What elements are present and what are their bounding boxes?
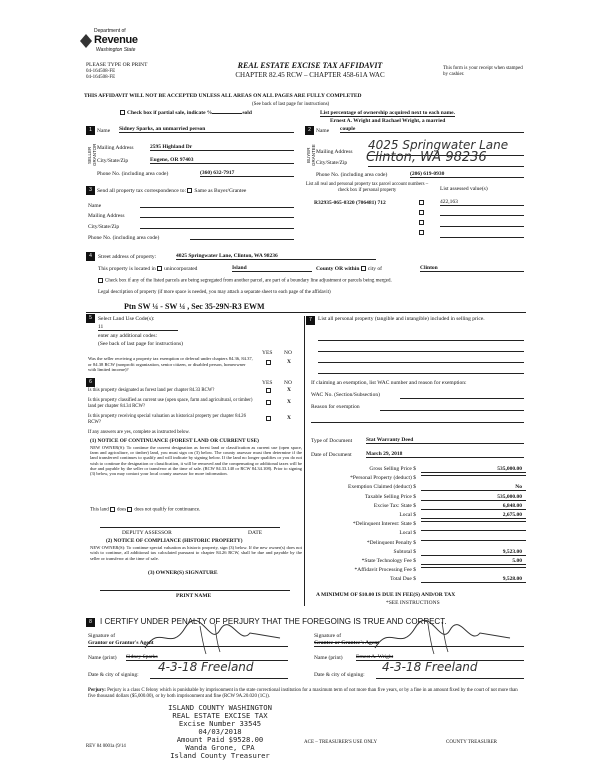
doc-date[interactable]: March 29, 2018	[366, 451, 524, 458]
personal-property-label: List all personal property (tangible and intangible) included in selling price.	[318, 316, 485, 322]
tax-row	[311, 512, 526, 520]
tax-row	[311, 466, 526, 474]
tax-row-label: Excise Tax: State $	[373, 502, 416, 509]
parcel-checkbox-1[interactable]	[419, 200, 424, 205]
owner-signature-label: (3) OWNER(S) SIGNATURE	[148, 570, 218, 576]
section3-phone[interactable]	[190, 234, 294, 240]
section-5-number: 5	[86, 314, 95, 323]
tax-row	[311, 558, 526, 566]
legal-line	[86, 312, 526, 313]
county-treasurer-label: COUNTY TREASURER	[446, 740, 497, 745]
tax-row-label: *Personal Property (deduct) $	[350, 475, 416, 482]
reason-input[interactable]	[380, 410, 524, 411]
partial-sale[interactable]: Check box if partial sale, indicate % sold	[120, 110, 252, 116]
tax-row-value[interactable]	[421, 567, 526, 568]
tax-row-label: Local $	[399, 512, 416, 518]
tax-row-label: Subtotal $	[393, 548, 416, 555]
county-name[interactable]: Island	[232, 265, 312, 272]
print-name-label: PRINT NAME	[176, 593, 212, 599]
seller-mailing-label: Mailing Address	[97, 145, 134, 151]
tax-row-value[interactable]: 535,000.00	[421, 494, 526, 501]
doc-type[interactable]: Stat Warranty Deed	[366, 437, 524, 444]
doc-date-label: Date of Document	[311, 452, 352, 458]
grantee-name-label: Name (print)	[314, 655, 343, 661]
form-title: REAL ESTATE EXCISE TAX AFFIDAVIT	[237, 61, 383, 70]
exemption-yes-checkbox[interactable]	[266, 360, 271, 365]
personal-line-3[interactable]	[318, 362, 524, 363]
tax-row-label: Exemption Claimed (deduct) $	[348, 484, 416, 491]
value-header: List assessed value(s)	[440, 186, 488, 192]
value-line-2	[440, 210, 524, 216]
owner-signature-line[interactable]	[100, 590, 290, 591]
county-label: County OR within city of	[316, 266, 382, 272]
notice1-title: (1) NOTICE OF CONTINUANCE (FOREST LAND OR CURRENT USE)	[90, 438, 259, 444]
doc-type-label: Type of Document	[311, 438, 353, 444]
rev-number: REV 84 0001a (9/14	[86, 744, 126, 749]
grantee-sig-sublabel: Grantee or Grantee's Agent	[314, 640, 524, 647]
stamp-line-6: Wanda Grone, CPA	[185, 743, 255, 752]
exemption-no-x[interactable]: X	[287, 359, 291, 365]
tax-minimum-note: A MINIMUM OF $10.00 IS DUE IN FEE(S) AND/OR TAX	[316, 592, 456, 598]
tax-row-value[interactable]: 9,528.00	[421, 576, 526, 583]
ownership-note: List percentage of ownership acquired next to each name.	[320, 110, 455, 116]
perjury-text: Perjury: Perjury is a class C felony which is punishable by imprisonment in the state correctional institution for a maximum term of not more than five years, or by a fine in an amount fixed by the court of not more than five thousand dollars ($5,000.00), or by both imprisonment and fine (RCW 9A.20.020 (1C)).	[88, 688, 518, 699]
state-label: Washington State	[96, 47, 136, 53]
segregated-checkbox[interactable]	[98, 278, 103, 283]
instructions-note: (See back of last page for instructions)	[252, 102, 330, 107]
grantee-date-label: Date & city of signing:	[314, 672, 365, 678]
section-4-number: 4	[86, 252, 95, 261]
tax-row	[311, 484, 526, 492]
legal-label: Legal description of property (if more space is needed, you may attach a separate sheet to each page of the affidavit)	[98, 290, 331, 295]
additional-codes: enter any additional codes:	[98, 333, 158, 339]
value-line-3	[440, 221, 524, 227]
this-land-row: This land does does not qualify for continuance.	[90, 507, 201, 513]
tax-row	[311, 567, 526, 575]
buyer-phone-label: Phone No. (including area code)	[316, 172, 388, 178]
wac-input[interactable]	[400, 398, 524, 399]
form-subtitle: CHAPTER 82.45 RCW – CHAPTER 458-61A WAC	[235, 71, 385, 79]
tax-row-value[interactable]: 2,675.00	[421, 512, 526, 519]
certify-statement: I CERTIFY UNDER PENALTY OF PERJURY THAT THE FOREGOING IS TRUE AND CORRECT.	[100, 617, 447, 626]
current-use-question: Is this property classified as current use (open space, farm and agricultural, or timber) land per chapter 84.34 RCW?	[88, 398, 253, 409]
section-1-number: 1	[86, 126, 95, 135]
segregated-row: Check box if any of the listed parcels are being segregated from another parcel, are part of a boundary line adjustment or parcels being merged.	[98, 278, 392, 284]
section5-no: NO	[284, 350, 292, 356]
section6-yes: YES	[262, 380, 273, 386]
tax-row	[311, 503, 526, 511]
seller-mailing[interactable]: 2595 Highland Dr	[150, 144, 294, 151]
section3-name[interactable]	[140, 202, 294, 208]
seller-side-label: SELLER GRANTOR	[87, 143, 97, 167]
stamp-line-5: Amount Paid $9528.00	[176, 735, 264, 744]
city-name[interactable]: Clinton	[420, 265, 524, 272]
notice2-body: NEW OWNER(S): To continue special valuation as historic property, sign (3) below. If the new owner(s) does not wish to continue, all additional tax calculated pursuant to chapter 84.26 RCW, shall be due and payable by the seller or transferor at the time of sale.	[90, 545, 302, 561]
same-as-checkbox[interactable]	[187, 188, 192, 193]
stamp-line-4: 04/03/2018	[198, 727, 242, 736]
tax-row-value[interactable]	[421, 540, 526, 541]
tax-row	[311, 549, 526, 557]
section3-phone-label: Phone No. (including area code)	[88, 235, 160, 241]
see-instructions: *SEE INSTRUCTIONS	[386, 600, 440, 606]
buyer-phone[interactable]: (206) 619-0930	[410, 171, 524, 178]
grantee-sig-label: Signature of	[314, 633, 342, 639]
stamp-line-2: REAL ESTATE EXCISE TAX	[172, 711, 268, 720]
parcel-checkboxes	[419, 200, 427, 235]
tax-row-value[interactable]	[421, 530, 526, 531]
reason-label: Reason for exemption	[311, 404, 360, 410]
tax-row	[311, 494, 526, 502]
assessed-value[interactable]: 422,163	[440, 199, 524, 206]
tax-row	[311, 475, 526, 483]
grantor-sig-label: Signature of	[88, 633, 116, 639]
buyer-city-hand[interactable]: Clinton, WA 98236	[366, 150, 487, 165]
tax-row-value[interactable]: 9,523.00	[421, 549, 526, 556]
tax-row	[311, 576, 526, 584]
does-checkbox[interactable]	[110, 507, 115, 512]
does-not-checkbox[interactable]	[127, 507, 132, 512]
section3-label: Send all property tax correspondence to: Same as Buyer/Grantee	[97, 188, 247, 194]
parcel-checkbox-4[interactable]	[419, 230, 424, 235]
historic-no-x[interactable]: X	[287, 415, 291, 421]
tax-row-value[interactable]	[421, 475, 526, 476]
form-id-1: 04-164508-FE	[86, 69, 116, 74]
exemption-question: Was the seller receiving a property tax exemption or deferral under chapters 84.36, 84.37, or 84.38 RCW (nonprofit organization, senior citizen, or disabled person, homeowner with limited income)?	[88, 356, 253, 372]
tax-row-value[interactable]	[421, 521, 526, 522]
section3-city[interactable]	[140, 223, 294, 229]
parcel-header: List all real and personal property tax parcel account numbers – check box if personal property	[305, 182, 429, 193]
section3-mailing[interactable]	[140, 212, 294, 218]
forest-question: Is this property designated as forest land per chapter 84.33 RCW?	[88, 388, 215, 393]
tax-row	[311, 530, 526, 538]
grantee-name[interactable]: Ernest A. Wright	[356, 654, 524, 661]
if-yes-note: If any answers are yes, complete as instructed below.	[88, 430, 190, 435]
legal-description[interactable]: Ptn SW ¼ - SW ¼ , Sec 35-29N-R3 EWM	[124, 302, 265, 311]
revenue-label: Revenue	[94, 34, 138, 46]
notice1-body: NEW OWNER(S): To continue the current designation as forest land or classification as current use (open space, farm and agriculture, or timber) land, you must sign on (3) below. The county assessor must then determine if the land transferred continues to qualify and will indicate by signing below. If the land no longer qualifies or you do not wish to continue the designation or classification, it will be removed and the compensating or additional taxes will be due and payable by the seller or transferor at the time of sale. (RCW 84.33.140 or RCW 84.34.108). Prior to signing (3) below, you may contact your local county assessor for more information.	[90, 445, 302, 477]
tax-row-label: Taxable Selling Price $	[364, 493, 416, 500]
buyer-mailing-hand[interactable]: 4025 Springwater Lane	[368, 138, 509, 152]
buyer-name-line1[interactable]: Ernest A. Wright and Rachael Wright, a married	[330, 118, 446, 124]
historic-yes-checkbox[interactable]	[266, 416, 271, 421]
stamp-line-3: Excise Number 33545	[178, 719, 262, 728]
buyer-mailing-label: Mailing Address	[316, 149, 353, 155]
value-line-4	[440, 232, 524, 238]
partial-sale-checkbox[interactable]	[120, 110, 125, 115]
parcel-checkbox-2[interactable]	[419, 210, 424, 215]
seller-name[interactable]: Sidney Sparks, an unmarried person	[119, 126, 294, 133]
tax-row-label: *Delinquent Interest: State $	[352, 521, 416, 528]
section3-city-label: City/State/Zip	[88, 224, 120, 230]
section5-yes: YES	[262, 350, 273, 356]
section-3-number: 3	[86, 186, 95, 195]
seller-phone[interactable]: (360) 632-7917	[200, 170, 294, 177]
treasurer-stamp	[120, 704, 320, 760]
stamp-line-1: ISLAND COUNTY WASHINGTON	[168, 703, 272, 712]
grantor-name[interactable]: Sidney Sparks	[126, 654, 288, 661]
grantor-sig-sublabel: Grantor or Grantor's Agent	[88, 640, 288, 647]
grantee-date-hand[interactable]: 4-3-18 Freeland	[382, 660, 478, 674]
city-checkbox[interactable]	[361, 266, 366, 271]
section3-mailing-label: Mailing Address	[88, 213, 125, 219]
buyer-city-label: City/State/Zip	[316, 160, 348, 166]
tax-row	[311, 540, 526, 548]
notice2-title: (2) NOTICE OF COMPLIANCE (HISTORIC PROPERTY)	[106, 538, 243, 544]
tax-row	[311, 521, 526, 529]
tax-row-label: *Affidavit Processing Fee $	[354, 567, 416, 574]
tax-row-label: Gross Selling Price $	[369, 466, 416, 472]
revenue-logo	[80, 26, 160, 56]
street-label: Street address of property:	[98, 254, 157, 260]
buyer-name-line2[interactable]: couple	[340, 126, 524, 133]
tax-row-value[interactable]: 535,000.00	[421, 466, 526, 473]
grantor-date-hand[interactable]: 4-3-18 Freeland	[158, 660, 254, 674]
parcel-checkbox-3[interactable]	[419, 220, 424, 225]
forest-no-x[interactable]: X	[287, 387, 291, 393]
deputy-date-label: DATE	[248, 530, 263, 536]
located-row: This property is located in unincorporated	[98, 266, 198, 272]
tax-row-label: Total Due $	[390, 576, 416, 583]
deputy-line	[100, 527, 280, 528]
reason-line-2[interactable]	[311, 422, 524, 423]
current-use-yes-checkbox[interactable]	[266, 400, 271, 405]
tax-row-value[interactable]: No	[421, 484, 526, 491]
warning-text: THIS AFFIDAVIT WILL NOT BE ACCEPTED UNLESS ALL AREAS ON ALL PAGES ARE FULLY COMPLETED	[84, 93, 362, 99]
revenue-logo-icon	[80, 34, 92, 48]
buyer-name-label: Name	[316, 128, 330, 134]
print-note: PLEASE TYPE OR PRINT	[86, 62, 148, 68]
current-use-no-x[interactable]: X	[287, 399, 291, 405]
personal-line-2[interactable]	[318, 351, 524, 352]
tax-row-value[interactable]: 5.00	[421, 558, 526, 565]
section5-see-back: (See back of last page for instructions)	[98, 341, 183, 347]
personal-line-4[interactable]	[318, 373, 524, 374]
grantee-signature-icon[interactable]	[370, 618, 520, 658]
receipt-note: This form is your receipt when stamped by cashier.	[443, 66, 523, 77]
personal-line-1[interactable]	[318, 340, 524, 341]
tax-row-value[interactable]: 6,848.00	[421, 503, 526, 510]
street-address[interactable]: 4025 Springwater Lane, Clinton, WA 98236	[176, 253, 376, 260]
unincorporated-checkbox[interactable]	[157, 266, 162, 271]
exemption-claim-label: If claiming an exemption, list WAC number and reason for exemption:	[311, 380, 467, 386]
section-2-number: 2	[305, 126, 314, 135]
tax-row-label: *Delinquent Penalty $	[366, 539, 416, 546]
tax-row-label: Local $	[399, 530, 416, 537]
grantor-name-label: Name (print)	[88, 655, 117, 661]
seller-city[interactable]: Eugene, OR 97403	[150, 157, 294, 164]
section3-name-label: Name	[88, 203, 102, 209]
wac-label: WAC No. (Section/Subsection)	[311, 392, 380, 398]
seller-name-label: Name	[97, 128, 111, 134]
section6-no: NO	[284, 380, 292, 386]
buyer-side-label: BUYER GRANTEE	[306, 144, 316, 166]
parcel-number[interactable]: R32935-065-0320 (706481) 712	[314, 200, 386, 206]
stamp-line-7: Island County Treasurer	[170, 751, 270, 760]
seller-city-label: City/State/Zip	[97, 158, 129, 164]
treasurer-use-label: ACE – TREASURER'S USE ONLY	[304, 740, 378, 745]
deputy-label: DEPUTY ASSESSOR	[122, 530, 172, 536]
seller-phone-label: Phone No. (including area code)	[97, 171, 169, 177]
land-use-label: Select Land Use Code(s):	[98, 316, 155, 322]
form-id-2: 04-164508-FE	[86, 75, 116, 80]
section-8-number: 8	[86, 618, 95, 627]
grantor-date-label: Date & city of signing:	[88, 672, 139, 678]
section-7-number: 7	[306, 316, 315, 325]
column-divider	[304, 316, 305, 606]
tax-row-label: *State Technology Fee $	[361, 558, 416, 564]
land-use-code[interactable]: 11	[98, 324, 178, 331]
grantor-signature-icon[interactable]	[140, 618, 290, 658]
forest-yes-checkbox[interactable]	[266, 388, 271, 393]
section-6-number: 6	[86, 378, 95, 387]
dept-label: Department of	[94, 28, 126, 34]
historic-question: Is this property receiving special valuation as historical property per chapter 84.26 RCW?	[88, 414, 246, 425]
